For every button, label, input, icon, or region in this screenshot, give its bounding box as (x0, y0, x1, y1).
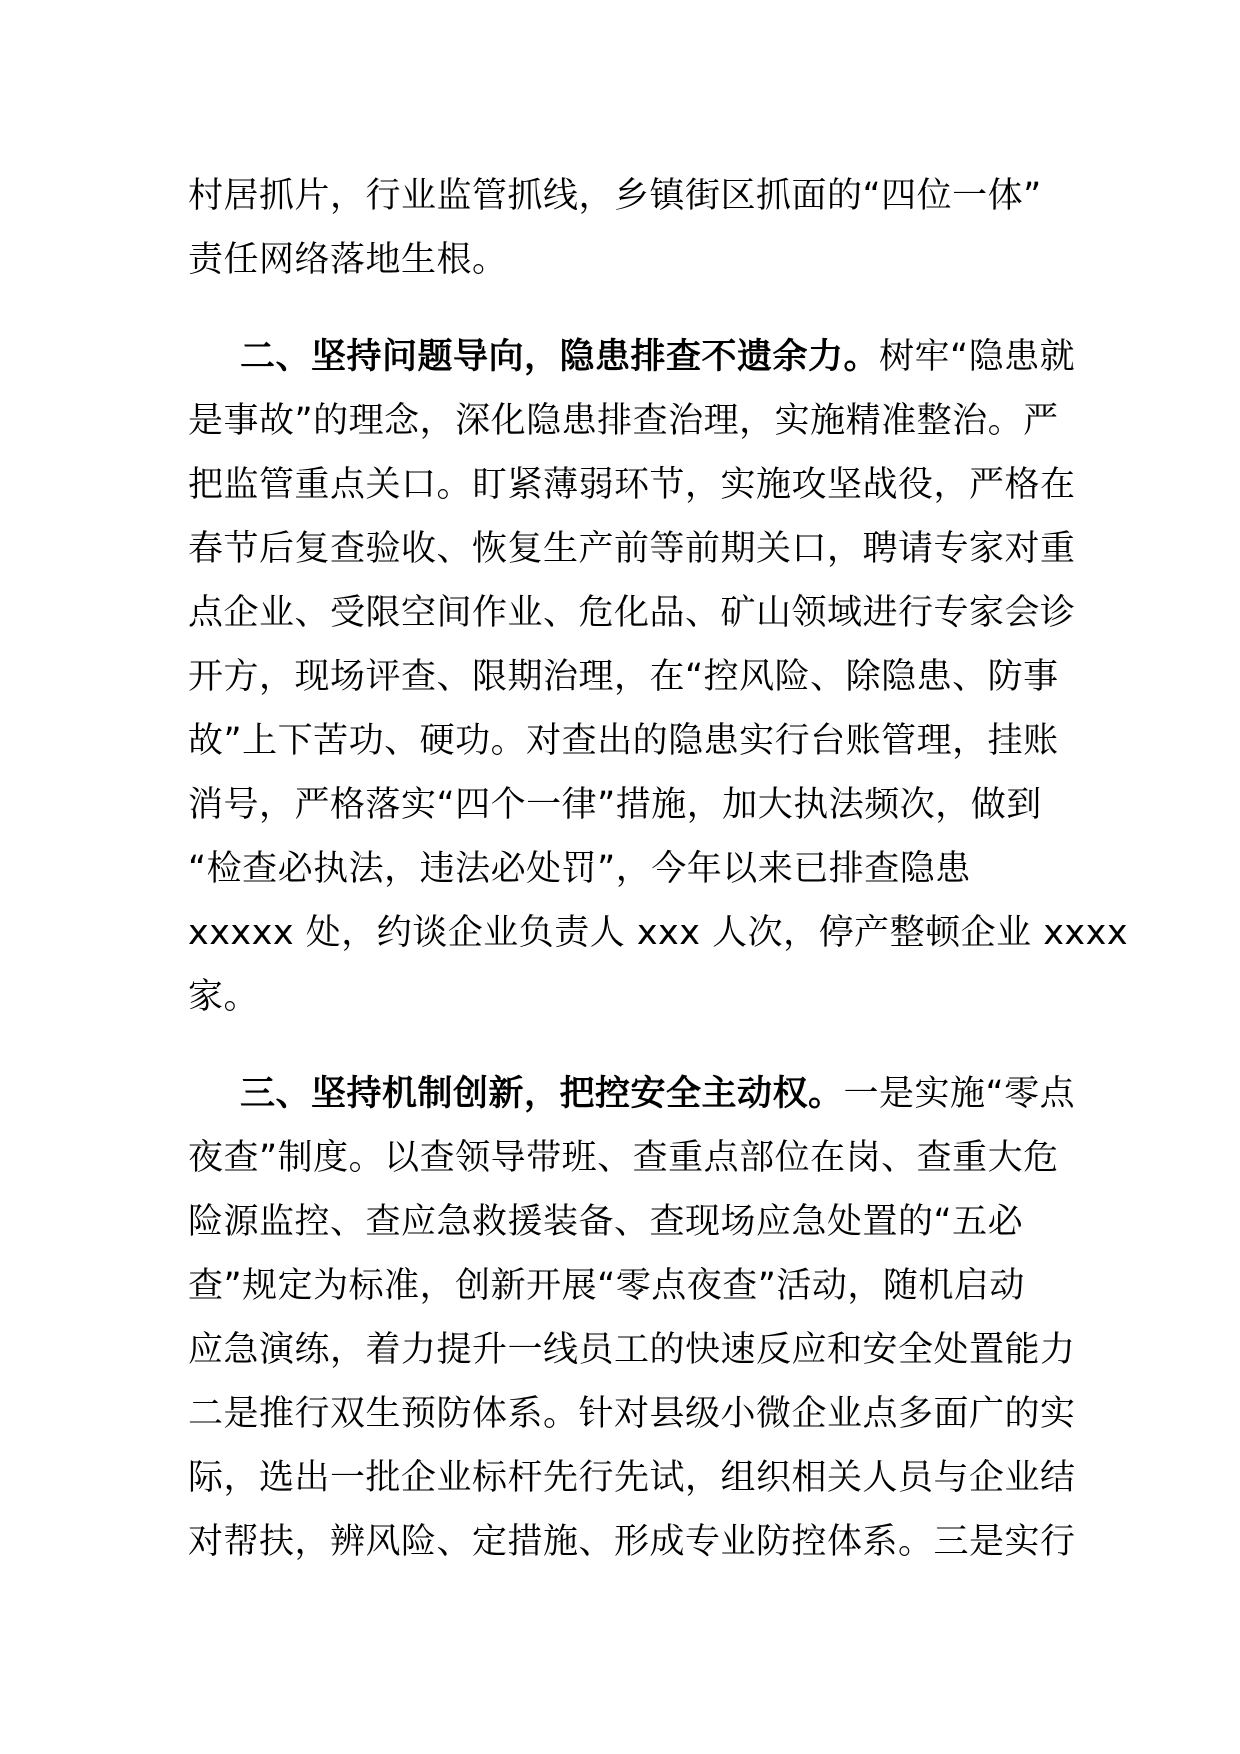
paragraph-line: xxxxx 处，约谈企业负责人 xxx 人次，停产整顿企业 xxxx (188, 913, 1129, 953)
paragraph-line: 家。 (188, 977, 260, 1017)
paragraph-line: 查”规定为标准，创新开展“零点夜查”活动，随机启动 (188, 1266, 1025, 1306)
heading-continuation: 树牢“隐患就 (879, 337, 1076, 377)
paragraph-line: 开方，现场评查、限期治理，在“控风险、除隐患、防事 (188, 657, 1059, 697)
paragraph-line: “检查必执法，违法必处罚”，今年以来已排查隐患 (188, 849, 971, 889)
document-body (188, 164, 1129, 1574)
paragraph-first-line (188, 1062, 1076, 1126)
paragraph-line: 对帮扶，辨风险、定措施、形成专业防控体系。三是实行 (188, 1522, 1076, 1562)
paragraph-line: 村居抓片，行业监管抓线，乡镇街区抓面的“四位一体” (188, 176, 1042, 216)
paragraph-first-line (188, 325, 1076, 389)
paragraph-line: 是事故”的理念，深化隐患排查治理，实施精准整治。严 (188, 401, 1059, 441)
paragraph-line: 点企业、受限空间作业、危化品、矿山领域进行专家会诊 (188, 593, 1076, 633)
heading-continuation: 一是实施“零点 (843, 1074, 1076, 1114)
paragraph-line: 夜查”制度。以查领导带班、查重点部位在岗、查重大危 (188, 1138, 1059, 1178)
section-heading: 三、坚持机制创新，把控安全主动权。 (240, 1074, 844, 1114)
paragraph-line: 险源监控、查应急救援装备、查现场应急处置的“五必 (188, 1202, 1024, 1242)
paragraph-line: 际，选出一批企业标杆先行先试，组织相关人员与企业结 (188, 1458, 1076, 1498)
paragraph-line: 把监管重点关口。盯紧薄弱环节，实施攻坚战役，严格在 (188, 465, 1076, 505)
paragraph-line: 应急演练，着力提升一线员工的快速反应和安全处置能力 (188, 1330, 1076, 1370)
paragraph-1 (188, 164, 1058, 292)
section-heading: 二、坚持问题导向，隐患排查不遗余力。 (240, 337, 880, 377)
paragraph-line: 责任网络落地生根。 (188, 240, 508, 280)
paragraph-line: 二是推行双生预防体系。针对县级小微企业点多面广的实 (188, 1394, 1076, 1434)
paragraph-line: 故”上下苦功、硬功。对查出的隐患实行台账管理，挂账 (188, 721, 1059, 761)
paragraph-2 (188, 325, 1129, 1029)
paragraph-3 (188, 1062, 1076, 1574)
paragraph-line: 春节后复查验收、恢复生产前等前期关口，聘请专家对重 (188, 529, 1076, 569)
paragraph-line: 消号，严格落实“四个一律”措施，加大执法频次，做到 (188, 785, 1042, 825)
